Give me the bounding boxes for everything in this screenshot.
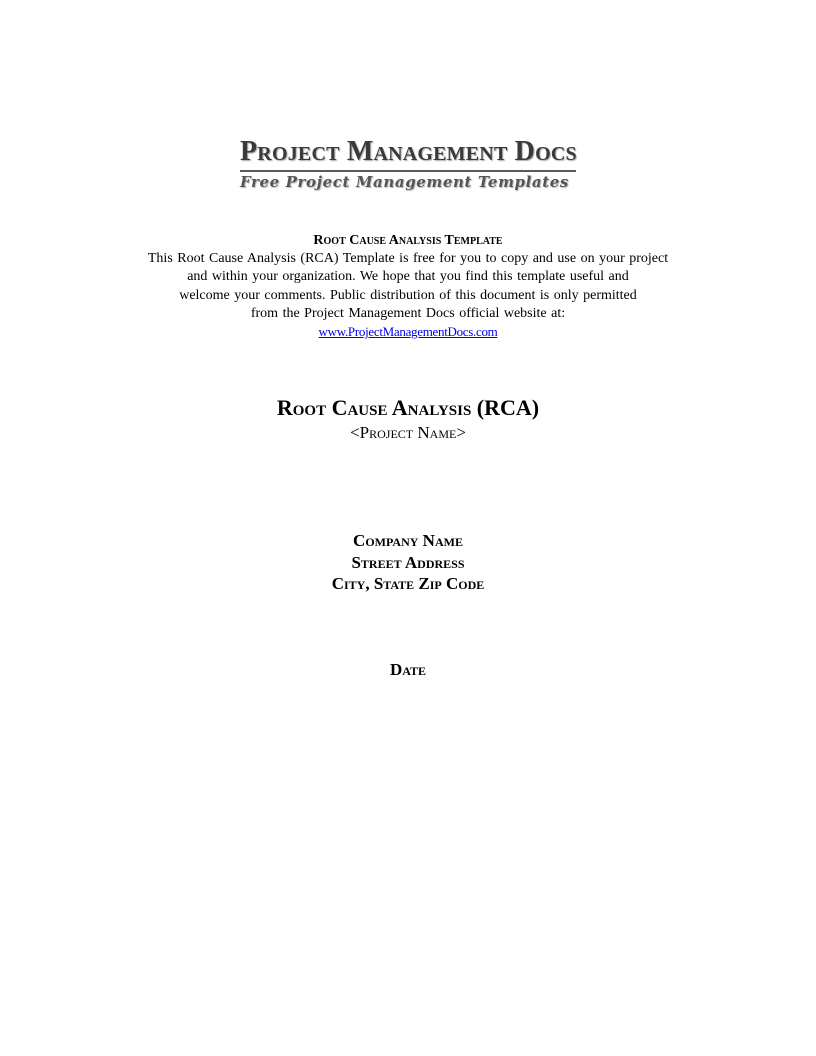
notice-line: This Root Cause Analysis (RCA) Template is free for you to copy and use on your project bbox=[147, 251, 669, 266]
logo-subtitle: Free Project Management Templates bbox=[240, 173, 569, 191]
notice-line: and within your organization. We hope that you find this template useful and bbox=[187, 269, 629, 285]
company-block bbox=[0, 530, 816, 595]
document-date: Date bbox=[389, 660, 427, 679]
company-name: Company Name bbox=[353, 531, 463, 550]
template-notice bbox=[100, 232, 716, 342]
website-link[interactable]: www.ProjectManagementDocs.com bbox=[318, 324, 498, 340]
document-title: Root Cause Analysis (RCA) bbox=[276, 395, 540, 420]
project-name: <Project Name> bbox=[350, 423, 466, 442]
street-address: Street Address bbox=[351, 552, 465, 572]
notice-heading: Root Cause Analysis Template bbox=[313, 233, 503, 248]
notice-line: from the Project Management Docs official website at: bbox=[250, 305, 566, 321]
notice-line: welcome your comments. Public distribution of this document is only permitted bbox=[179, 287, 637, 303]
logo-title: Project Management Docs bbox=[240, 136, 577, 167]
logo bbox=[240, 134, 576, 194]
city-state-zip: City, State Zip Code bbox=[331, 574, 485, 593]
